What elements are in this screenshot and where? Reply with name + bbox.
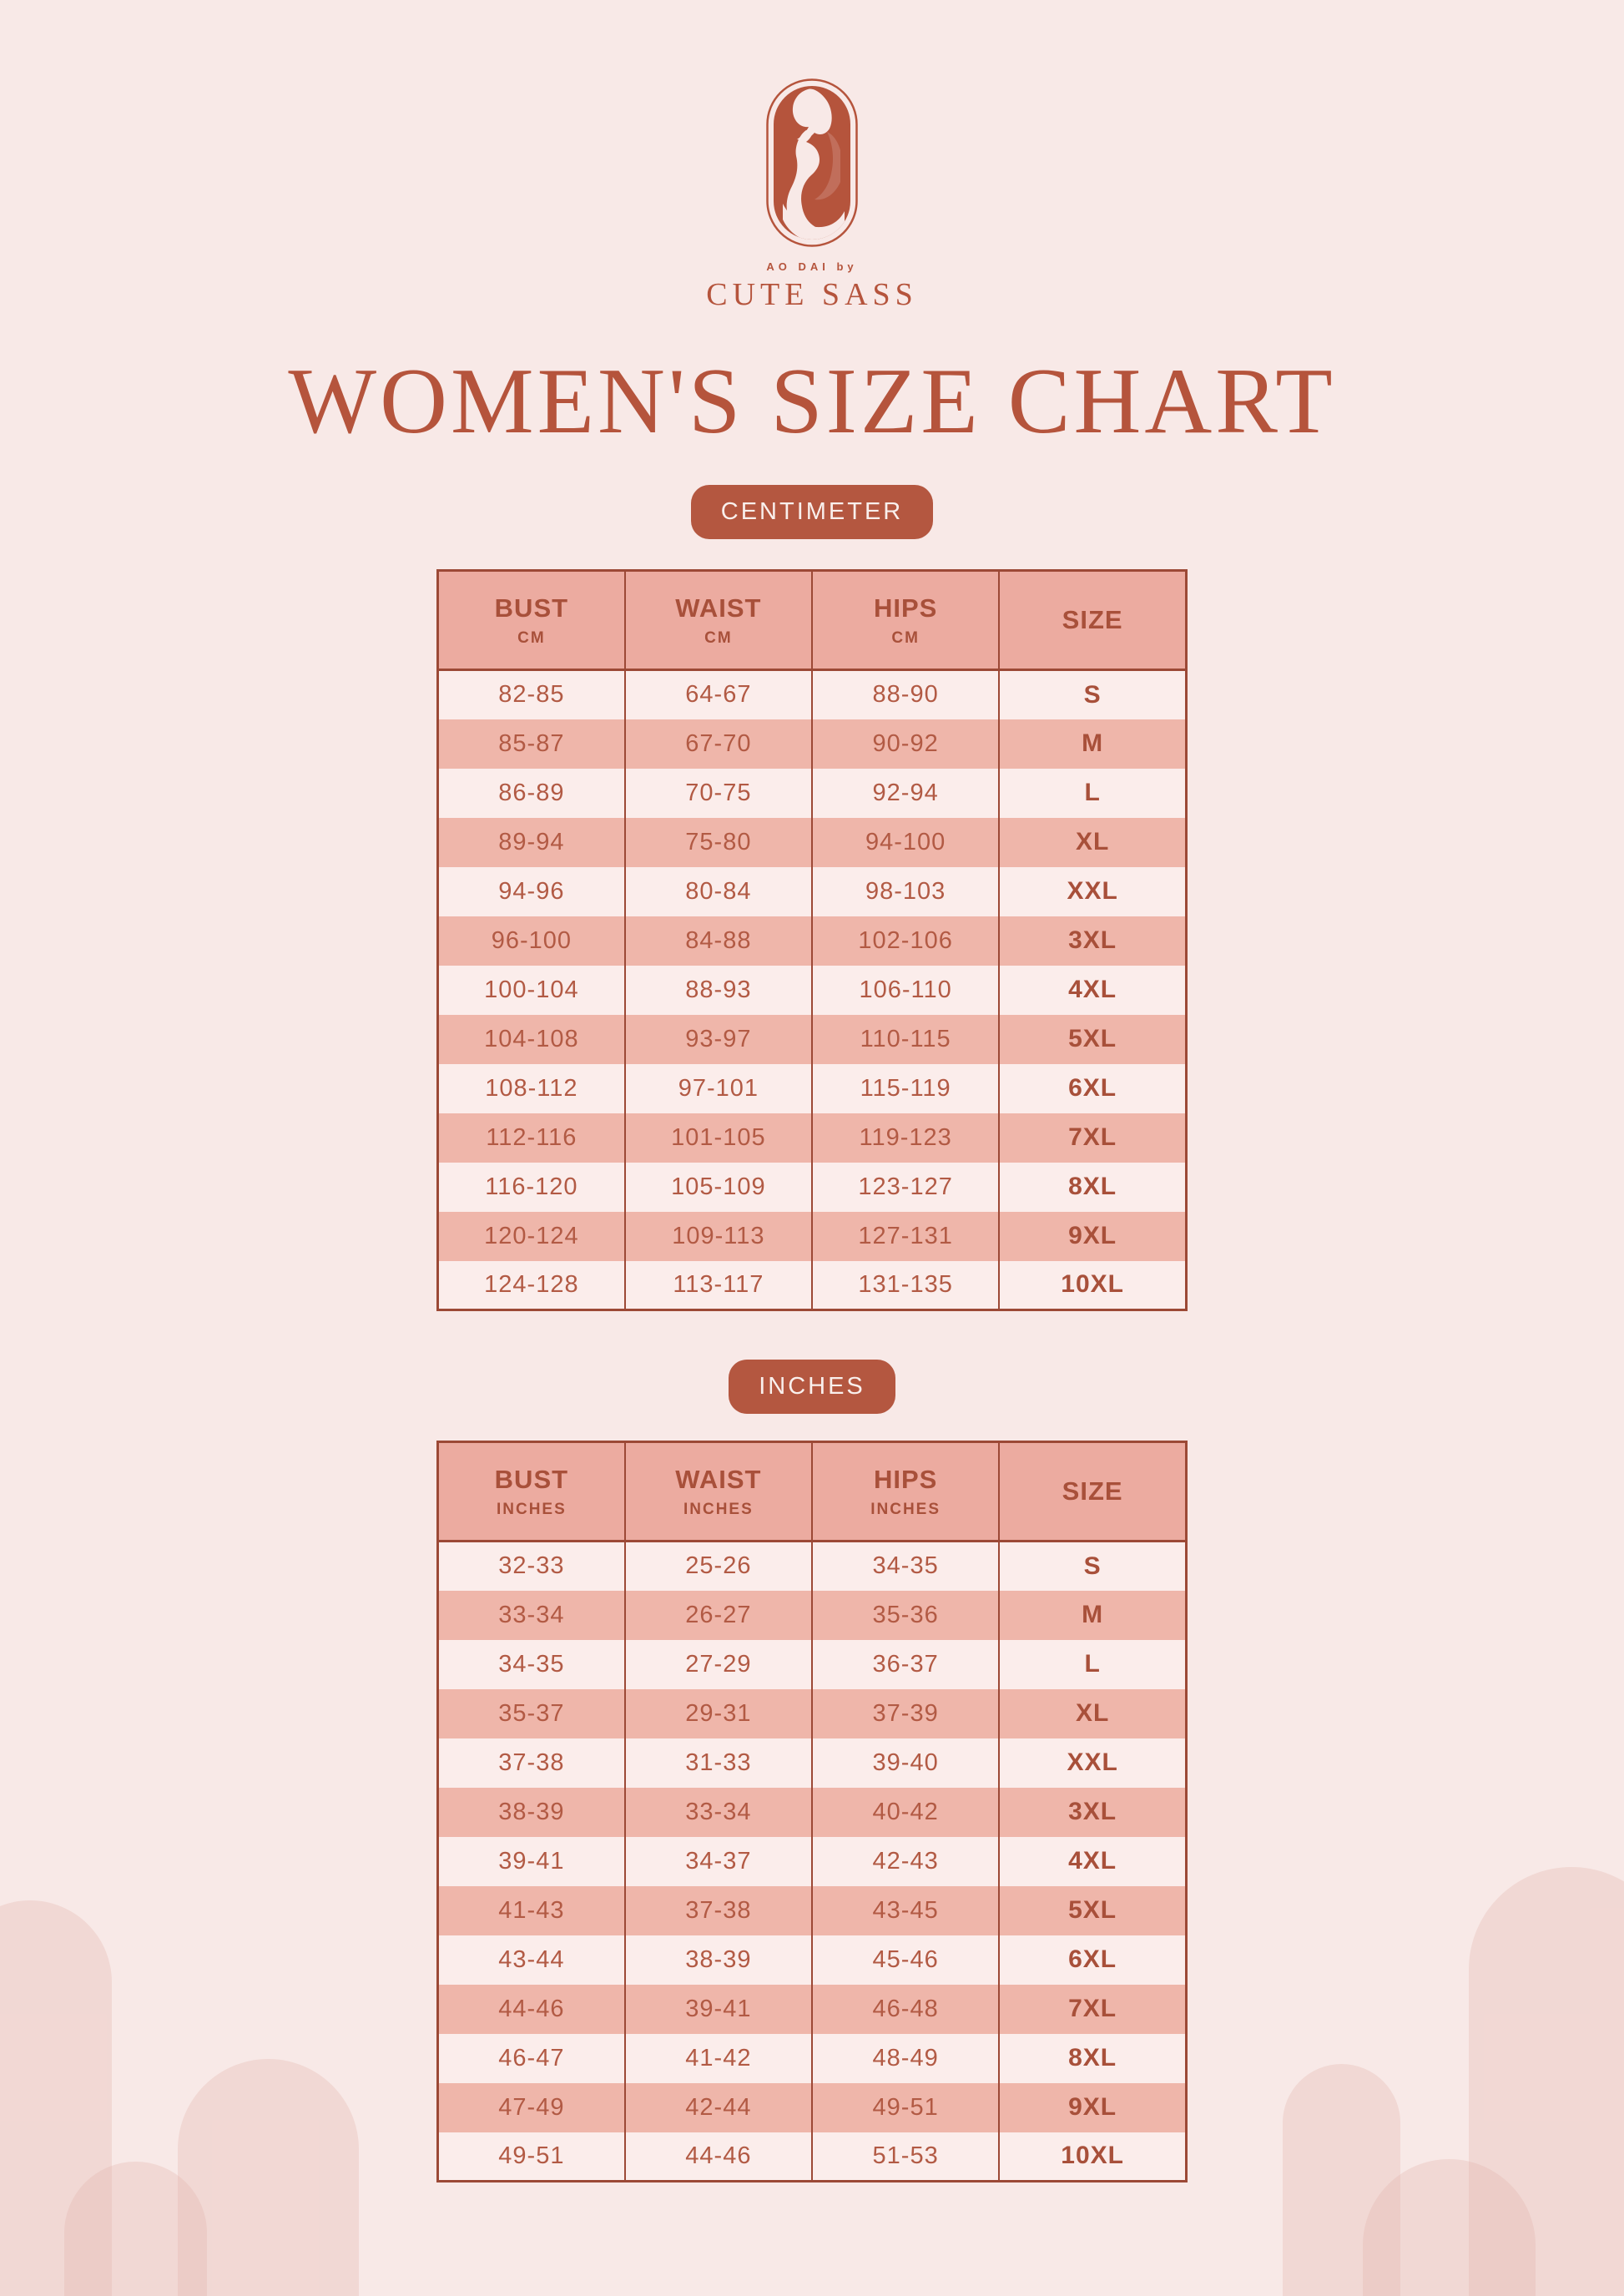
size-cell: M (999, 719, 1186, 769)
brand-tagline: AO DAI by (766, 260, 858, 273)
bust-cell: 120-124 (484, 1222, 579, 1249)
size-cell: 7XL (999, 1985, 1186, 2034)
size-cell: XXL (999, 1738, 1186, 1788)
brand-logo (766, 78, 858, 247)
centimeter-size-table (436, 569, 1188, 1311)
hips-cell: 102-106 (812, 916, 999, 966)
column-unit-label: INCHES (683, 1500, 754, 1518)
table-row (438, 1689, 1187, 1738)
hips-cell: 123-127 (812, 1163, 999, 1212)
table-row (438, 1788, 1187, 1837)
table-row (438, 867, 1187, 916)
table-row (438, 916, 1187, 966)
hips-cell: 51-53 (812, 2132, 999, 2182)
size-cell: 8XL (999, 2034, 1186, 2083)
waist-cell: 88-93 (625, 966, 812, 1015)
table-row (438, 1886, 1187, 1935)
inches-badge: INCHES (729, 1360, 895, 1414)
size-cell: 3XL (999, 916, 1186, 966)
bust-cell: 39-41 (498, 1847, 565, 1875)
column-header-bust (438, 571, 625, 670)
table-row (438, 1985, 1187, 2034)
table-row (438, 966, 1187, 1015)
table-row (438, 1261, 1187, 1310)
table-row (438, 1542, 1187, 1591)
hips-cell: 106-110 (812, 966, 999, 1015)
size-cell: 10XL (999, 2132, 1186, 2182)
column-header-size (999, 571, 1186, 670)
size-cell: XXL (999, 867, 1186, 916)
bust-cell: 49-51 (498, 2142, 565, 2169)
size-cell: 9XL (999, 1212, 1186, 1261)
hips-cell: 39-40 (812, 1738, 999, 1788)
table-row (438, 1064, 1187, 1113)
table-row (438, 1738, 1187, 1788)
column-header-bust (438, 1442, 625, 1542)
hips-cell: 46-48 (812, 1985, 999, 2034)
size-cell: 5XL (999, 1015, 1186, 1064)
size-cell: 7XL (999, 1113, 1186, 1163)
hips-cell: 127-131 (812, 1212, 999, 1261)
waist-cell: 80-84 (625, 867, 812, 916)
size-cell: 4XL (999, 966, 1186, 1015)
bust-cell: 85-87 (498, 729, 565, 757)
hips-cell: 110-115 (812, 1015, 999, 1064)
waist-cell: 93-97 (625, 1015, 812, 1064)
bust-cell: 33-34 (498, 1601, 565, 1628)
waist-cell: 64-67 (625, 670, 812, 719)
bust-cell: 100-104 (484, 976, 579, 1003)
column-unit-label: CM (517, 628, 546, 647)
hips-cell: 37-39 (812, 1689, 999, 1738)
bust-cell: 46-47 (498, 2044, 565, 2071)
column-header-hips (812, 1442, 999, 1542)
table-row (438, 1015, 1187, 1064)
column-unit-label: INCHES (496, 1500, 567, 1518)
waist-cell: 101-105 (625, 1113, 812, 1163)
column-label: BUST (494, 1464, 569, 1494)
waist-cell: 39-41 (625, 1985, 812, 2034)
hips-cell: 90-92 (812, 719, 999, 769)
bust-cell: 96-100 (491, 926, 572, 954)
bust-cell: 35-37 (498, 1699, 565, 1727)
table-row (438, 2132, 1187, 2182)
waist-cell: 113-117 (625, 1261, 812, 1310)
waist-cell: 37-38 (625, 1886, 812, 1935)
waist-cell: 97-101 (625, 1064, 812, 1113)
bust-cell: 116-120 (485, 1173, 578, 1200)
hips-cell: 131-135 (812, 1261, 999, 1310)
table-row (438, 2083, 1187, 2132)
column-label: HIPS (873, 1464, 938, 1494)
bust-cell: 38-39 (498, 1798, 565, 1825)
table-row (438, 818, 1187, 867)
bust-cell: 34-35 (498, 1650, 565, 1678)
size-cell: 4XL (999, 1837, 1186, 1886)
table-row (438, 1935, 1187, 1985)
table-row (438, 670, 1187, 719)
waist-cell: 41-42 (625, 2034, 812, 2083)
size-cell: XL (999, 1689, 1186, 1738)
inches-size-table (436, 1441, 1188, 2182)
size-cell: S (999, 1542, 1186, 1591)
column-header-waist (625, 571, 812, 670)
bust-cell: 43-44 (498, 1945, 565, 1973)
bust-cell: 41-43 (498, 1896, 565, 1924)
size-cell: 3XL (999, 1788, 1186, 1837)
column-label: WAIST (675, 1464, 762, 1494)
bust-cell: 37-38 (498, 1748, 565, 1776)
bust-cell: 82-85 (498, 681, 565, 709)
column-label: SIZE (1062, 605, 1123, 634)
bust-cell: 32-33 (498, 1552, 565, 1580)
section-centimeter (436, 448, 1188, 1311)
waist-cell: 25-26 (625, 1542, 812, 1591)
size-cell: L (999, 1640, 1186, 1689)
size-cell: 6XL (999, 1935, 1186, 1985)
hips-cell: 34-35 (812, 1542, 999, 1591)
section-inches (436, 1311, 1188, 2182)
hips-cell: 94-100 (812, 818, 999, 867)
hips-cell: 35-36 (812, 1591, 999, 1640)
page-title: WOMEN'S SIZE CHART (288, 350, 1336, 453)
hips-cell: 98-103 (812, 867, 999, 916)
waist-cell: 29-31 (625, 1689, 812, 1738)
table-row (438, 1113, 1187, 1163)
hips-cell: 92-94 (812, 769, 999, 818)
waist-cell: 105-109 (625, 1163, 812, 1212)
waist-cell: 38-39 (625, 1935, 812, 1985)
size-cell: S (999, 670, 1186, 719)
bust-cell: 108-112 (485, 1074, 578, 1102)
size-cell: 5XL (999, 1886, 1186, 1935)
size-cell: 10XL (999, 1261, 1186, 1310)
hips-cell: 49-51 (812, 2083, 999, 2132)
hips-cell: 45-46 (812, 1935, 999, 1985)
table-row (438, 769, 1187, 818)
bust-cell: 44-46 (498, 1995, 565, 2022)
waist-cell: 109-113 (625, 1212, 812, 1261)
column-label: BUST (494, 593, 569, 623)
bust-cell: 104-108 (484, 1025, 579, 1052)
decorative-arch (64, 2162, 207, 2296)
waist-cell: 34-37 (625, 1837, 812, 1886)
waist-cell: 75-80 (625, 818, 812, 867)
table-row (438, 2034, 1187, 2083)
column-unit-label: CM (704, 628, 733, 647)
bust-cell: 112-116 (486, 1123, 577, 1151)
waist-cell: 84-88 (625, 916, 812, 966)
column-header-hips (812, 571, 999, 670)
table-row (438, 719, 1187, 769)
size-cell: M (999, 1591, 1186, 1640)
centimeter-badge: CENTIMETER (691, 485, 934, 539)
hips-cell: 42-43 (812, 1837, 999, 1886)
column-unit-label: CM (891, 628, 920, 647)
hips-cell: 115-119 (812, 1064, 999, 1113)
table-row (438, 1640, 1187, 1689)
table-header-row (438, 571, 1187, 670)
table-row (438, 1212, 1187, 1261)
waist-cell: 70-75 (625, 769, 812, 818)
column-label: HIPS (873, 593, 938, 623)
column-header-size (999, 1442, 1186, 1542)
table-row (438, 1163, 1187, 1212)
size-cell: 8XL (999, 1163, 1186, 1212)
waist-cell: 44-46 (625, 2132, 812, 2182)
size-cell: XL (999, 818, 1186, 867)
hips-cell: 43-45 (812, 1886, 999, 1935)
waist-cell: 31-33 (625, 1738, 812, 1788)
hips-cell: 48-49 (812, 2034, 999, 2083)
waist-cell: 33-34 (625, 1788, 812, 1837)
bust-cell: 47-49 (498, 2093, 565, 2121)
hips-cell: 119-123 (812, 1113, 999, 1163)
hips-cell: 88-90 (812, 670, 999, 719)
brand-name: CUTE SASS (706, 277, 918, 312)
column-label: SIZE (1062, 1476, 1123, 1506)
column-label: WAIST (675, 593, 762, 623)
size-cell: 6XL (999, 1064, 1186, 1113)
waist-cell: 67-70 (625, 719, 812, 769)
hips-cell: 40-42 (812, 1788, 999, 1837)
column-header-waist (625, 1442, 812, 1542)
bust-cell: 89-94 (498, 828, 565, 855)
bust-cell: 86-89 (498, 779, 565, 806)
size-cell: 9XL (999, 2083, 1186, 2132)
bust-cell: 124-128 (484, 1270, 579, 1298)
waist-cell: 42-44 (625, 2083, 812, 2132)
table-header-row (438, 1442, 1187, 1542)
size-cell: L (999, 769, 1186, 818)
bust-cell: 94-96 (498, 877, 565, 905)
table-row (438, 1591, 1187, 1640)
waist-cell: 26-27 (625, 1591, 812, 1640)
hips-cell: 36-37 (812, 1640, 999, 1689)
waist-cell: 27-29 (625, 1640, 812, 1689)
table-row (438, 1837, 1187, 1886)
column-unit-label: INCHES (870, 1500, 941, 1518)
